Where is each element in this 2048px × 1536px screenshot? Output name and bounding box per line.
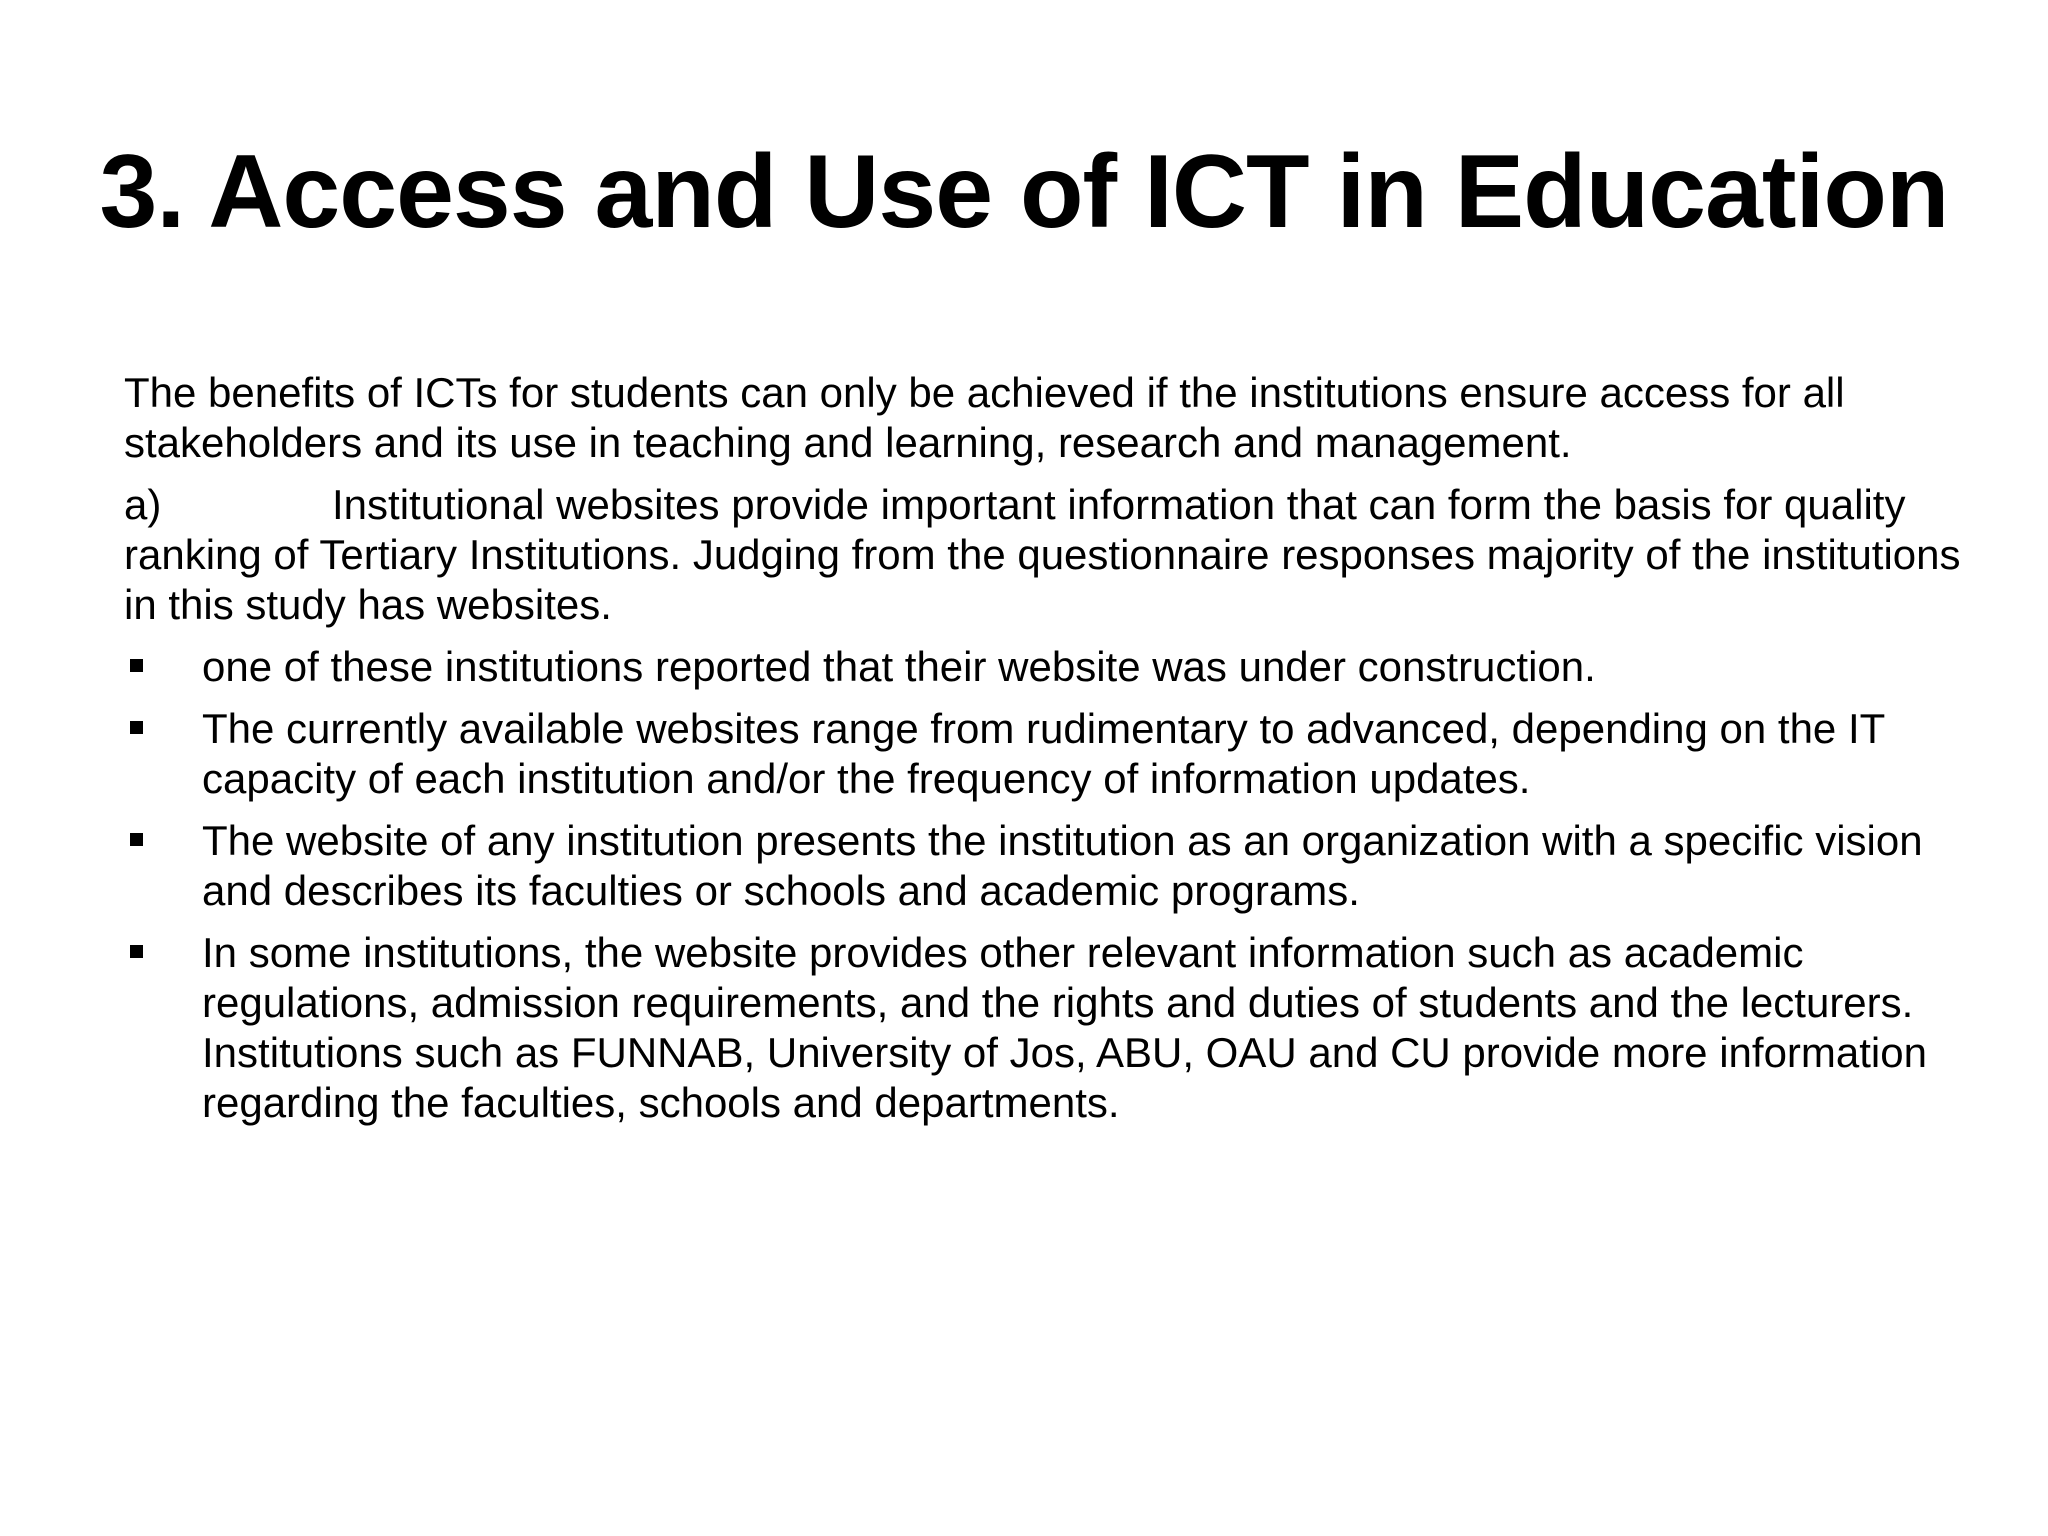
- list-item: [124, 642, 1964, 692]
- bullet-text: The currently available websites range from rudimentary to advanced, depending on the IT capacity of each institution and/or the frequency of information updates.: [202, 705, 1885, 802]
- point-a-label: a): [124, 481, 162, 528]
- square-bullet-icon: [130, 945, 143, 958]
- intro-paragraph: The benefits of ICTs for students can only be achieved if the institutions ensure access for all stakeholders and its use in teaching and learning, research and management.: [124, 369, 1845, 466]
- slide-title: 3. Access and Use of ICT in Education: [99, 134, 1949, 250]
- bullet-text: one of these institutions reported that their website was under construction.: [202, 643, 1596, 690]
- point-a-paragraph: [124, 480, 1964, 630]
- square-bullet-icon: [130, 721, 143, 734]
- list-item: [124, 704, 1964, 804]
- slide-body: [124, 368, 1964, 1140]
- point-a-text: Institutional websites provide important information that can form the basis for quality ranking of Tertiary Institutions. Judging from the questionnaire responses majority of the institutions in this study has websites.: [124, 481, 1961, 628]
- bullet-text: The website of any institution presents the institution as an organization with a specific vision and describes its faculties or schools and academic programs.: [202, 817, 1923, 914]
- bullet-text: In some institutions, the website provides other relevant information such as academic regulations, admission requirements, and the rights and duties of students and the lecturers. Institutions such as FUNNAB, University of Jos, ABU, OAU and CU provide more information regarding the faculties, schools and departments.: [202, 929, 1927, 1126]
- list-item: [124, 816, 1964, 916]
- bullet-list: [124, 642, 1964, 1128]
- square-bullet-icon: [130, 659, 143, 672]
- square-bullet-icon: [130, 833, 143, 846]
- list-item: [124, 928, 1964, 1128]
